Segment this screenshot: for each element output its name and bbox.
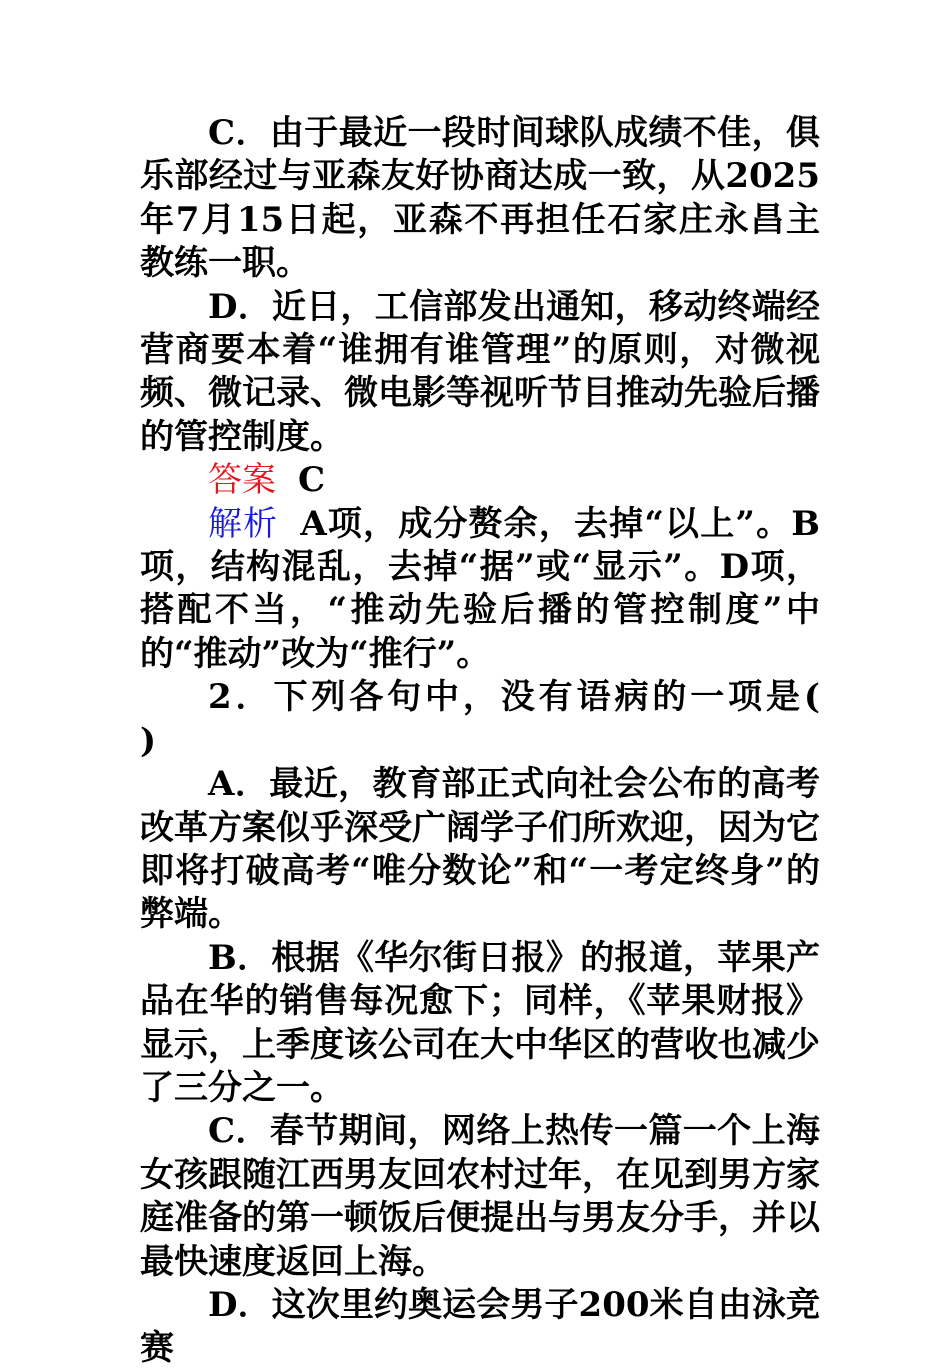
option-c-paragraph: C．由于最近一段时间球队成绩不佳，俱乐部经过与亚森友好协商达成一致，从2025年7月15日起，亚森不再担任石家庄永昌主教练一职。 [140,113,820,284]
answer-line [140,459,820,502]
document-page [140,112,888,1371]
q2-option-b: B．根据《华尔街日报》的报道，苹果产品在华的销售每况愈下；同样，《苹果财报》显示，上季度该公司在大中华区的营收也减少了三分之一。 [140,937,820,1108]
answer-value: C [298,460,326,501]
explanation-paragraph [140,503,820,677]
explanation-label: 解析 [208,503,279,544]
q2-option-d: D．这次里约奥运会男子200米自由泳竞赛 [140,1284,820,1369]
q2-option-c: C．春节期间，网络上热传一篇一个上海女孩跟随江西男友回农村过年，在见到男方家庭准备的第一顿饭后便提出与男友分手，并以最快速度返回上海。 [140,1111,820,1282]
q2-option-a: A．最近，教育部正式向社会公布的高考改革方案似乎深受广阔学子们所欢迎，因为它即将打破高考“唯分数论”和“一考定终身”的弊端。 [140,764,820,935]
question-2-stem: 2．下列各句中，没有语病的一项是( ) [140,677,888,761]
answer-label: 答案 [208,460,276,501]
explanation-text: A项，成分赘余，去掉“以上”。B项，结构混乱，去掉“据”或“显示”。D项，搭配不当，“推动先验后播的管控制度”中的“推动”改为“推行”。 [140,503,820,674]
option-d-paragraph: D．近日，工信部发出通知，移动终端经营商要本着“谁拥有谁管理”的原则，对微视频、微记录、微电影等视听节目推动先验后播的管控制度。 [140,286,820,457]
